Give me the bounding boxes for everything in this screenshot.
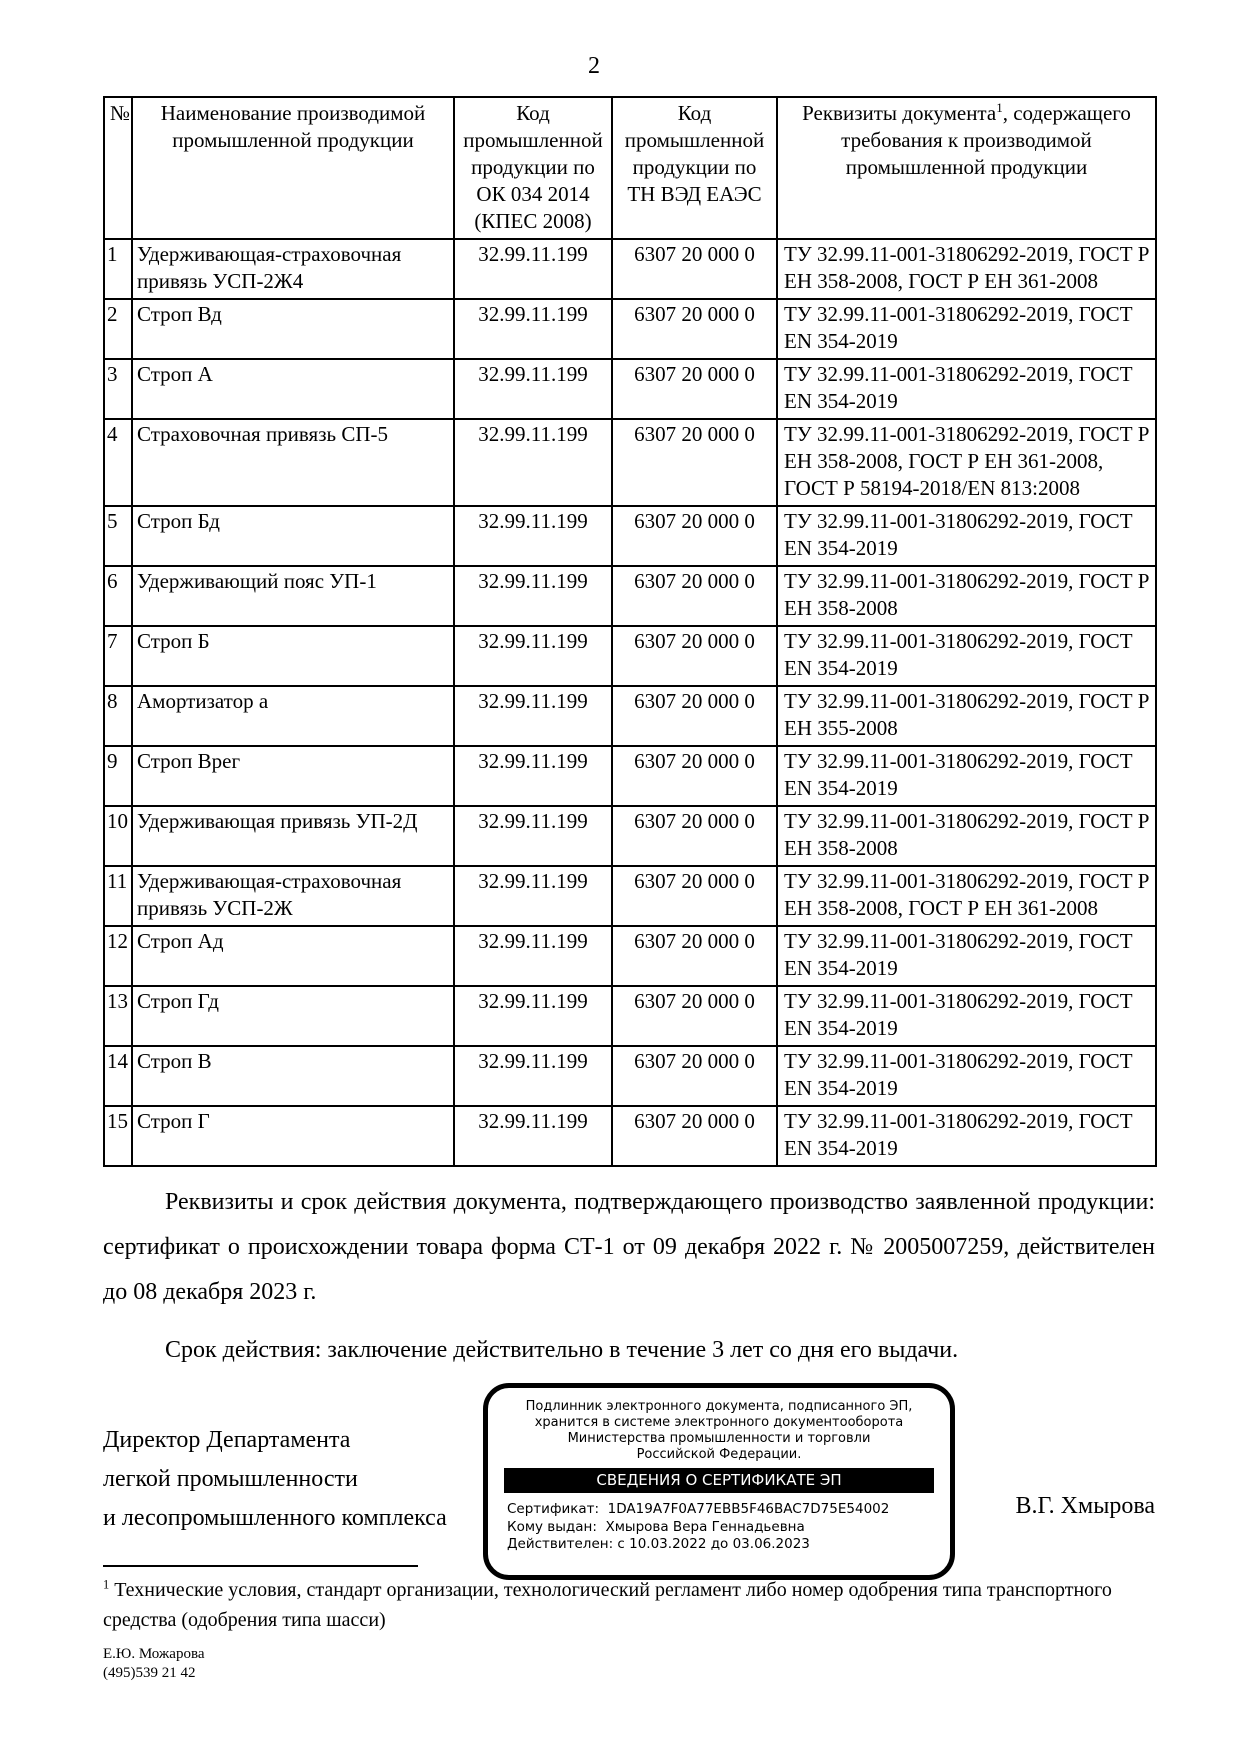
header-code-tnved: Код промышленной продукции по ТН ВЭД ЕАЭС — [612, 97, 777, 239]
page-number: 2 — [588, 53, 600, 79]
cell-code-tnved: 6307 20 000 0 — [612, 1046, 777, 1106]
cell-requisites: ТУ 32.99.11-001-31806292-2019, ГОСТ EN 354-2019 — [777, 1106, 1156, 1166]
cell-requisites: ТУ 32.99.11-001-31806292-2019, ГОСТ EN 354-2019 — [777, 1046, 1156, 1106]
cell-code-tnved: 6307 20 000 0 — [612, 239, 777, 299]
cell-requisites: ТУ 32.99.11-001-31806292-2019, ГОСТ Р ЕН 358-2008 — [777, 806, 1156, 866]
table-row — [104, 1046, 1156, 1106]
text-line: Директор Департамента — [103, 1427, 351, 1453]
header-code-okpd: Код промышленной продукции по ОК 034 2014 (КПЕС 2008) — [454, 97, 612, 239]
cell-product-name: Удерживающая-страховочная привязь УСП-2Ж — [132, 866, 454, 926]
cell-row-number: 8 — [104, 686, 132, 746]
cell-product-name: Строп В — [132, 1046, 454, 1106]
cell-requisites: ТУ 32.99.11-001-31806292-2019, ГОСТ Р ЕН 358-2008, ГОСТ Р ЕН 361-2008 — [777, 239, 1156, 299]
cell-product-name: Строп Врег — [132, 746, 454, 806]
cell-product-name: Строп Вд — [132, 299, 454, 359]
text-line: и лесопромышленного комплекса — [103, 1505, 447, 1531]
cell-code-tnved: 6307 20 000 0 — [612, 566, 777, 626]
text-line: Кому выдан: Хмырова Вера Геннадьевна — [507, 1518, 805, 1535]
cell-product-name: Удерживающий пояс УП-1 — [132, 566, 454, 626]
cell-row-number: 10 — [104, 806, 132, 866]
electronic-signature-stamp — [483, 1383, 955, 1580]
cell-requisites: ТУ 32.99.11-001-31806292-2019, ГОСТ Р ЕН 358-2008, ГОСТ Р ЕН 361-2008 — [777, 866, 1156, 926]
cell-requisites: ТУ 32.99.11-001-31806292-2019, ГОСТ EN 354-2019 — [777, 299, 1156, 359]
header-requisites-text: Реквизиты документа — [802, 101, 997, 125]
cell-code-tnved: 6307 20 000 0 — [612, 506, 777, 566]
table-row — [104, 746, 1156, 806]
cell-product-name: Удерживающая-страховочная привязь УСП-2Ж4 — [132, 239, 454, 299]
product-table-header — [104, 97, 1156, 239]
cell-requisites: ТУ 32.99.11-001-31806292-2019, ГОСТ Р ЕН 358-2008 — [777, 566, 1156, 626]
header-requisites-rest: , содержащего требования к производимой промышленной продукции — [841, 101, 1131, 179]
text-line: легкой промышленности — [103, 1466, 358, 1492]
header-requisites — [777, 97, 1156, 239]
cell-row-number: 5 — [104, 506, 132, 566]
table-row — [104, 1106, 1156, 1166]
cell-product-name: Удерживающая привязь УП-2Д — [132, 806, 454, 866]
table-row — [104, 299, 1156, 359]
cell-code-tnved: 6307 20 000 0 — [612, 806, 777, 866]
product-table-body — [104, 239, 1156, 1166]
footnote — [103, 1575, 1155, 1635]
table-row — [104, 359, 1156, 419]
cell-row-number: 15 — [104, 1106, 132, 1166]
cell-code-tnved: 6307 20 000 0 — [612, 1106, 777, 1166]
cell-product-name: Строп А — [132, 359, 454, 419]
cell-code-tnved: 6307 20 000 0 — [612, 866, 777, 926]
cell-code-okpd: 32.99.11.199 — [454, 986, 612, 1046]
text-line: Сертификат: 1DA19A7F0A77EBB5F46BAC7D75E54002 — [507, 1501, 890, 1517]
contact-name: Е.Ю. Можарова — [103, 1646, 205, 1662]
table-row — [104, 626, 1156, 686]
header-row — [104, 97, 1156, 239]
cell-code-okpd: 32.99.11.199 — [454, 359, 612, 419]
cell-code-tnved: 6307 20 000 0 — [612, 359, 777, 419]
requisites-paragraph: Реквизиты и срок действия документа, подтверждающего производство заявленной продукции: сертификат о происхождении товара форма СТ-1 от 09 декабря 2022 г. № 2005007259, действителен до 08 декабря 2023 г. — [103, 1189, 1155, 1305]
cell-row-number: 12 — [104, 926, 132, 986]
cell-row-number: 13 — [104, 986, 132, 1046]
cell-product-name: Амортизатор а — [132, 686, 454, 746]
cell-requisites: ТУ 32.99.11-001-31806292-2019, ГОСТ EN 354-2019 — [777, 506, 1156, 566]
cell-code-okpd: 32.99.11.199 — [454, 1106, 612, 1166]
cell-requisites: ТУ 32.99.11-001-31806292-2019, ГОСТ Р ЕН 358-2008, ГОСТ Р ЕН 361-2008, ГОСТ Р 58194-2018/EN 813:2008 — [777, 419, 1156, 506]
contact-phone: (495)539 21 42 — [103, 1665, 196, 1681]
cell-row-number: 9 — [104, 746, 132, 806]
text-line: хранится в системе электронного документооборота — [534, 1415, 904, 1430]
cell-requisites: ТУ 32.99.11-001-31806292-2019, ГОСТ Р ЕН 355-2008 — [777, 686, 1156, 746]
cell-code-tnved: 6307 20 000 0 — [612, 299, 777, 359]
cell-row-number: 4 — [104, 419, 132, 506]
header-num: № — [104, 97, 132, 239]
stamp-intro-text — [488, 1399, 950, 1463]
table-row — [104, 566, 1156, 626]
table-row — [104, 419, 1156, 506]
cell-requisites: ТУ 32.99.11-001-31806292-2019, ГОСТ EN 354-2019 — [777, 359, 1156, 419]
cell-code-tnved: 6307 20 000 0 — [612, 419, 777, 506]
cell-product-name: Строп Гд — [132, 986, 454, 1046]
table-row — [104, 926, 1156, 986]
cell-code-okpd: 32.99.11.199 — [454, 299, 612, 359]
signatory-name: В.Г. Хмырова — [1015, 1493, 1155, 1519]
cell-code-tnved: 6307 20 000 0 — [612, 986, 777, 1046]
cell-requisites: ТУ 32.99.11-001-31806292-2019, ГОСТ EN 354-2019 — [777, 626, 1156, 686]
signature-section — [103, 1381, 1155, 1711]
cell-code-okpd: 32.99.11.199 — [454, 1046, 612, 1106]
cell-requisites: ТУ 32.99.11-001-31806292-2019, ГОСТ EN 354-2019 — [777, 986, 1156, 1046]
cell-product-name: Страховочная привязь СП-5 — [132, 419, 454, 506]
cell-code-okpd: 32.99.11.199 — [454, 686, 612, 746]
cell-product-name: Строп Бд — [132, 506, 454, 566]
cell-code-okpd: 32.99.11.199 — [454, 566, 612, 626]
footnote-text: Технические условия, стандарт организации, технологический регламент либо номер одобрения типа транспортного средства (одобрения типа шасси) — [103, 1579, 1112, 1631]
cell-code-tnved: 6307 20 000 0 — [612, 686, 777, 746]
cell-row-number: 2 — [104, 299, 132, 359]
header-name: Наименование производимой промышленной продукции — [132, 97, 454, 239]
cell-code-okpd: 32.99.11.199 — [454, 866, 612, 926]
text-line: Действителен: с 10.03.2022 до 03.06.2023 — [507, 1536, 810, 1552]
cell-code-okpd: 32.99.11.199 — [454, 746, 612, 806]
cell-code-okpd: 32.99.11.199 — [454, 626, 612, 686]
text-line: Министерства промышленности и торговли — [567, 1431, 871, 1446]
cell-code-okpd: 32.99.11.199 — [454, 926, 612, 986]
cell-requisites: ТУ 32.99.11-001-31806292-2019, ГОСТ EN 354-2019 — [777, 926, 1156, 986]
cell-product-name: Строп Г — [132, 1106, 454, 1166]
text-line: Подлинник электронного документа, подписанного ЭП, — [525, 1399, 913, 1414]
cell-row-number: 3 — [104, 359, 132, 419]
cell-row-number: 11 — [104, 866, 132, 926]
table-row — [104, 806, 1156, 866]
cell-code-tnved: 6307 20 000 0 — [612, 746, 777, 806]
cell-requisites: ТУ 32.99.11-001-31806292-2019, ГОСТ EN 354-2019 — [777, 746, 1156, 806]
cell-code-okpd: 32.99.11.199 — [454, 806, 612, 866]
cell-code-okpd: 32.99.11.199 — [454, 506, 612, 566]
cell-row-number: 14 — [104, 1046, 132, 1106]
stamp-title-bar: СВЕДЕНИЯ О СЕРТИФИКАТЕ ЭП — [504, 1468, 934, 1493]
cell-code-okpd: 32.99.11.199 — [454, 239, 612, 299]
cell-row-number: 1 — [104, 239, 132, 299]
table-row — [104, 866, 1156, 926]
stamp-certificate-details — [507, 1501, 950, 1554]
footnote-number: 1 — [103, 1577, 110, 1592]
contact-block — [103, 1645, 204, 1683]
cell-product-name: Строп Б — [132, 626, 454, 686]
table-row — [104, 686, 1156, 746]
signatory-position — [103, 1421, 447, 1538]
cell-row-number: 6 — [104, 566, 132, 626]
footnote-ref-marker: 1 — [996, 100, 1003, 115]
table-row — [104, 239, 1156, 299]
product-table — [103, 96, 1157, 1167]
table-row — [104, 506, 1156, 566]
footnote-separator — [103, 1565, 418, 1567]
validity-paragraph: Срок действия: заключение действительно в течение 3 лет со дня его выдачи. — [165, 1337, 959, 1363]
cell-code-tnved: 6307 20 000 0 — [612, 926, 777, 986]
cell-code-okpd: 32.99.11.199 — [454, 419, 612, 506]
table-row — [104, 986, 1156, 1046]
cell-row-number: 7 — [104, 626, 132, 686]
cell-product-name: Строп Ад — [132, 926, 454, 986]
cell-code-tnved: 6307 20 000 0 — [612, 626, 777, 686]
text-line: Российской Федерации. — [636, 1447, 802, 1462]
